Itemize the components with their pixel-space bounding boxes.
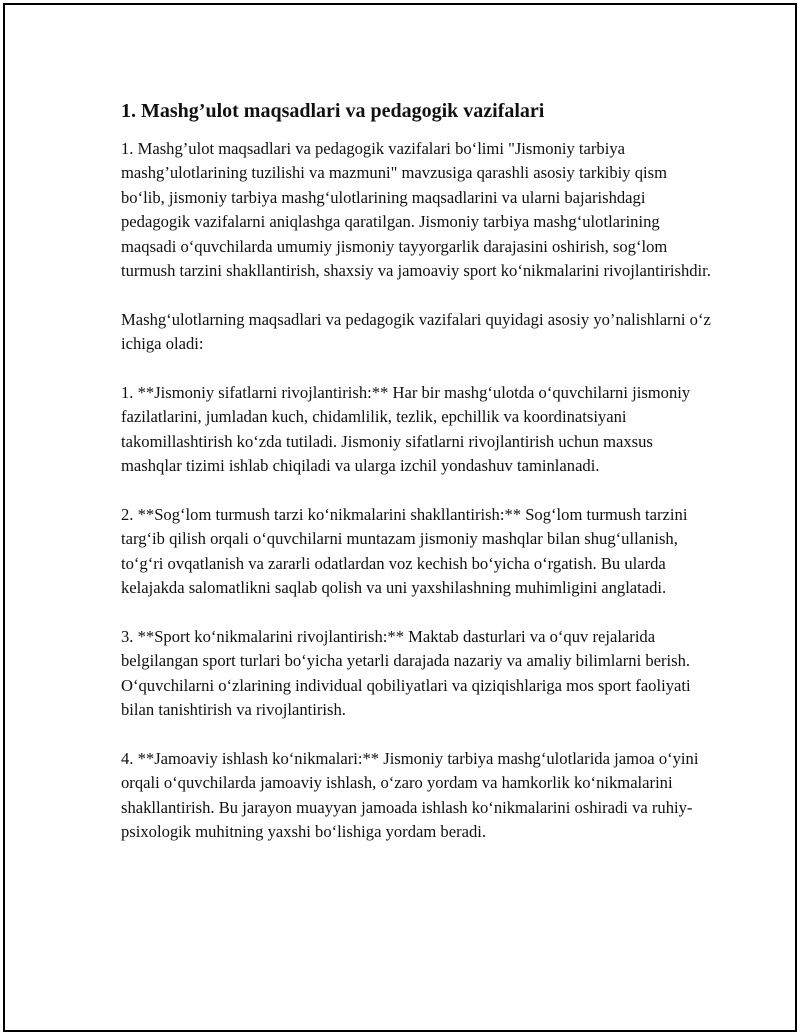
document-page <box>3 3 797 1032</box>
document-title: 1. Mashg’ulot maqsadlari va pedagogik vazifalari <box>121 100 545 122</box>
paragraph-item-1: 1. **Jismoniy sifatlarni rivojlantirish:** Har bir mashg‘ulotda o‘quvchilarni jismoniy fazilatlarini, jumladan kuch, chidamlilik, tezlik, epchillik va koordinatsiyani takomillashtirish ko‘zda tutiladi. Jismoniy sifatlarni rivojlantirish uchun maxsus mashqlar tizimi ishlab chiqiladi va ularga izchil yondashuv taminlanadi. <box>121 383 691 476</box>
paragraph-intro: 1. Mashg’ulot maqsadlari va pedagogik vazifalari bo‘limi "Jismoniy tarbiya mashg’ulotlarining tuzilishi va mazmuni" mavzusiga qarashli asosiy tarkibiy qism bo‘lib, jismoniy tarbiya mashg‘ulotlarining maqsadlarini va ularni bajarishdagi pedagogik vazifalarni aniqlashga qaratilgan. Jismoniy tarbiya mashg‘ulotlarining maqsadi o‘quvchilarda umumiy jismoniy tayyorgarlik darajasini oshirish, sog‘lom turmush tarzini shakllantirish, shaxsiy va jamoaviy sport ko‘nikmalarini rivojlantirishdir. <box>121 139 711 281</box>
document-body <box>121 98 711 845</box>
paragraph-item-3: 3. **Sport ko‘nikmalarini rivojlantirish:** Maktab dasturlari va o‘quv rejalarida belgilangan sport turlari bo‘yicha yetarli darajada nazariy va amaliy bilimlarni berish. O‘quvchilarni o‘zlarining individual qobiliyatlari va qiziqishlariga mos sport faoliyati bilan tanishtirish va rivojlantirish. <box>121 627 691 720</box>
paragraph-item-2: 2. **Sog‘lom turmush tarzi ko‘nikmalarini shakllantirish:** Sog‘lom turmush tarzini targ‘ib qilish orqali o‘quvchilarni muntazam jismoniy mashqlar bilan shug‘ullanish, to‘g‘ri ovqatlanish va zararli odatlardan voz kechish bo‘yicha o‘rgatish. Bu ularda kelajakda salomatlikni saqlab qolish va uni yaxshilashning muhimligini anglatadi. <box>121 505 688 598</box>
paragraph-item-4: 4. **Jamoaviy ishlash ko‘nikmalari:** Jismoniy tarbiya mashg‘ulotlarida jamoa o‘yini orqali o‘quvchilarda jamoaviy ishlash, o‘zaro yordam va hamkorlik ko‘nikmalarini shakllantirish. Bu jarayon muayyan jamoada ishlash ko‘nikmalarini oshiradi va ruhiy-psixologik muhitning yaxshi bo‘lishiga yordam beradi. <box>121 749 699 842</box>
paragraph-directions-lead: Mashg‘ulotlarning maqsadlari va pedagogik vazifalari quyidagi asosiy yo’nalishlarni o‘z ichiga oladi: <box>121 309 711 354</box>
